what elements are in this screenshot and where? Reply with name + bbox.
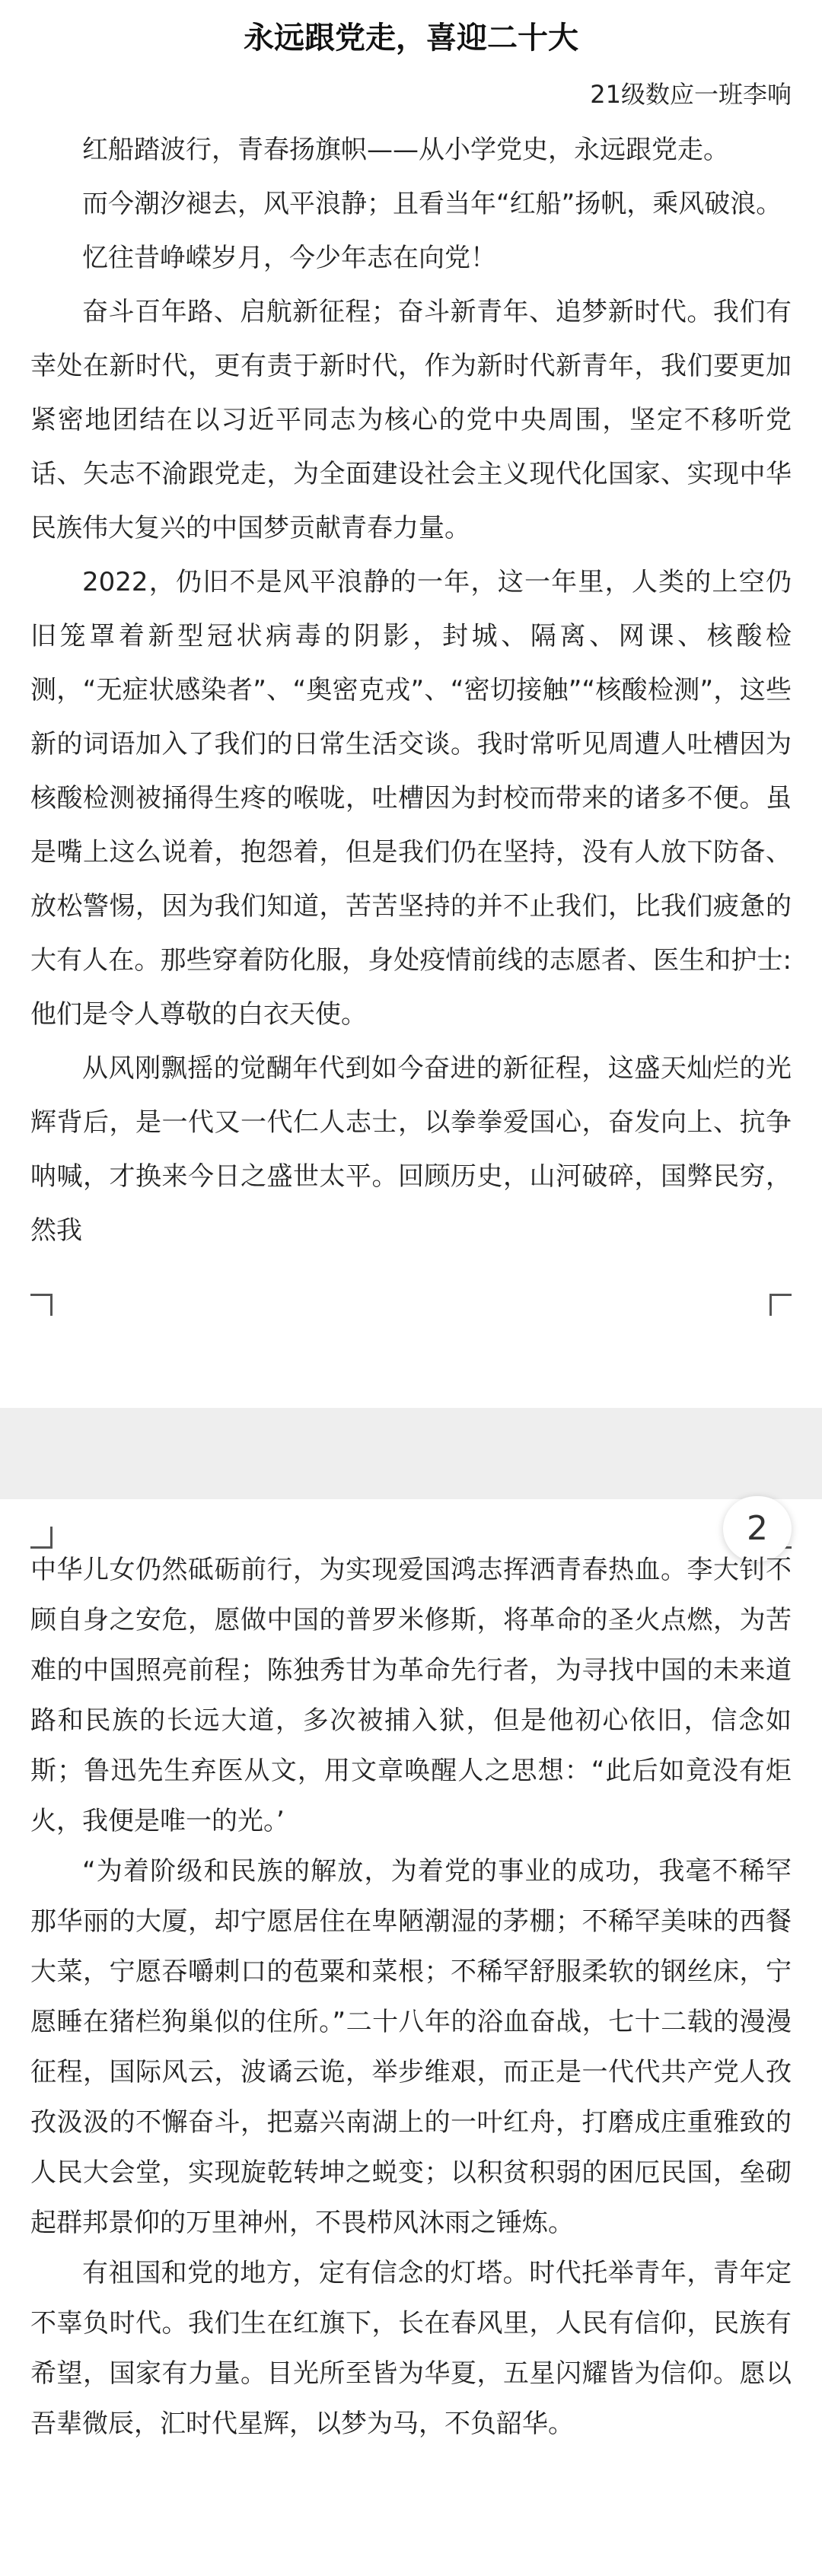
paragraph: 有祖国和党的地方，定有信念的灯塔。时代托举青年，青年定不辜负时代。我们生在红旗下，长在春风里，人民有信仰，民族有希望，国家有力量。目光所至皆为华夏，五星闪耀皆为信仰。愿以吾辈微辰，汇时代星辉，以梦为马，不负韶华。 — [30, 2258, 792, 2439]
paragraph: 红船踏波行，青春扬旗帜——从小学党史，永远跟党走。 — [82, 135, 729, 165]
page1-body — [30, 123, 792, 1258]
page-gap — [0, 1408, 822, 1499]
paragraph: 忆往昔峥嵘岁月，今少年志在向党！ — [82, 243, 496, 273]
paragraph: “为着阶级和民族的解放，为着党的事业的成功，我毫不稀罕那华丽的大厦，却宁愿居住在卑陋潮湿的茅棚；不稀罕美味的西餐大菜，宁愿吞嚼刺口的苞粟和菜根；不稀罕舒服柔软的钢丝床，宁愿睡在猪栏狗巢似的住所。”二十八年的浴血奋战，七十二载的漫漫征程，国际风云，波谲云诡，举步维艰，而正是一代代共产党人孜孜汲汲的不懈奋斗，把嘉兴南湖上的一叶红舟，打磨成庄重雅致的人民大会堂，实现旋乾转坤之蜕变；以积贫积弱的困厄民国，垒砌起群邦景仰的万里神州，不畏栉风沐雨之锤炼。 — [30, 1856, 792, 2238]
page-number-badge: 2 — [723, 1496, 792, 1562]
essay-title: 永远跟党走，喜迎二十大 — [244, 21, 578, 56]
paragraph: 而今潮汐褪去，风平浪静；且看当年“红船”扬帆，乘风破浪。 — [82, 189, 782, 219]
paragraph: 从风刚飘摇的觉醐年代到如今奋进的新征程，这盛天灿烂的光辉背后，是一代又一代仁人志士，以拳拳爱国心，奋发向上、抗争呐喊，才换来今日之盛世太平。回顾历史，山河破碎，国弊民穷，然我 — [30, 1053, 792, 1246]
paragraph: 中华儿女仍然砥砺前行，为实现爱国鸿志挥洒青春热血。李大钊不顾自身之安危，愿做中国的普罗米修斯，将革命的圣火点燃，为苦难的中国照亮前程；陈独秀甘为革命先行者，为寻找中国的未来道路和民族的长远大道，多次被捕入狱，但是他初心依旧，信念如斯；鲁迅先生弃医从文，用文章唤醒人之思想：“此后如竟没有炬火，我便是唯一的光。’ — [30, 1555, 792, 1836]
author-line: 21级数应一班李响 — [590, 80, 792, 109]
crop-mark-bottom-left — [30, 1294, 53, 1316]
crop-mark-bottom-right — [769, 1294, 792, 1316]
page2-body — [30, 1545, 792, 2449]
document-page-2 — [0, 1499, 822, 2576]
paragraph: 2022，仍旧不是风平浪静的一年，这一年里，人类的上空仍旧笼罩着新型冠状病毒的阴影，封城、隔离、网课、核酸检测，“无症状感染者”、“奥密克戎”、“密切接触”“核酸检测”，这些新的词语加入了我们的日常生活交谈。我时常听见周遭人吐槽因为核酸检测被捅得生疼的喉咙，吐槽因为封校而带来的诸多不便。虽是嘴上这么说着，抱怨着，但是我们仍在坚持，没有人放下防备、放松警惕，因为我们知道，苦苦坚持的并不止我们，比我们疲惫的大有人在。那些穿着防化服，身处疫情前线的志愿者、医生和护士:他们是令人尊敬的白衣天使。 — [30, 567, 792, 1030]
paragraph: 奋斗百年路、启航新征程；奋斗新青年、追梦新时代。我们有幸处在新时代，更有责于新时代，作为新时代新青年，我们要更加紧密地团结在以习近平同志为核心的党中央周围，坚定不移听党话、矢志不渝跟党走，为全面建设社会主义现代化国家、实现中华民族伟大复兴的中国梦贡献青春力量。 — [30, 297, 792, 543]
